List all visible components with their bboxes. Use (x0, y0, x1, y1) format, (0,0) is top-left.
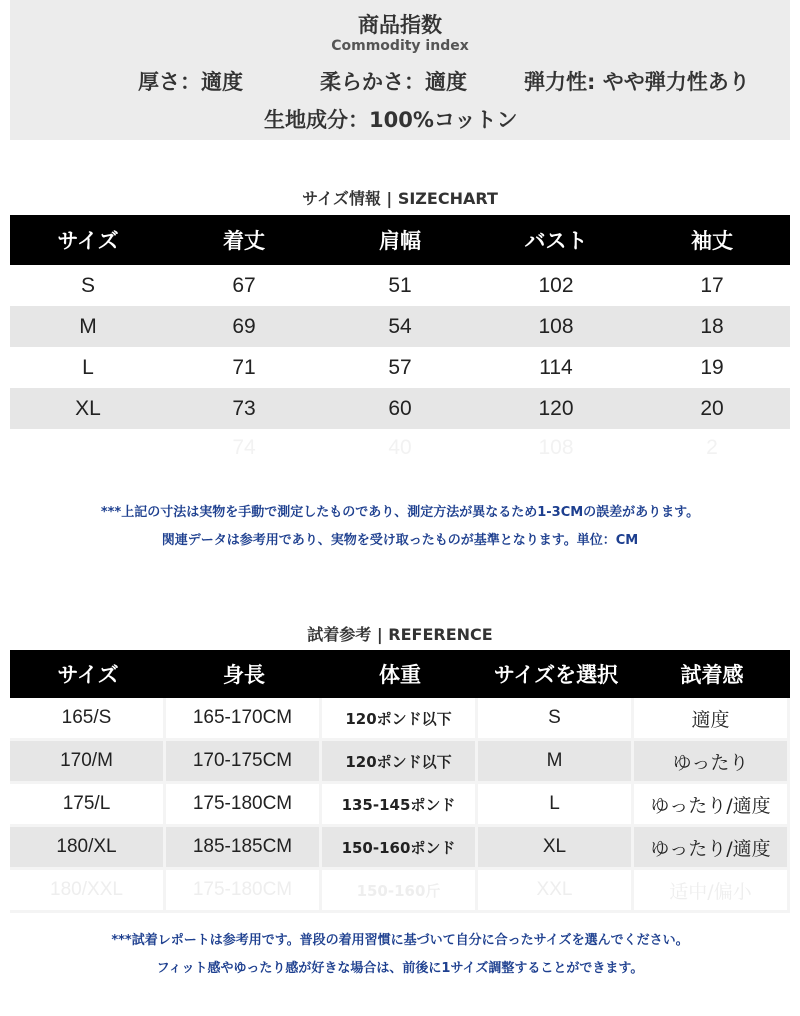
faded-table-row (10, 870, 790, 913)
weight-cell: 120ポンド以下 (322, 741, 478, 784)
size-cell: 175/L (10, 784, 166, 827)
weight-cell: 150-160ポンド (322, 827, 478, 870)
weight-cell: 120ポンド以下 (322, 698, 478, 741)
shoulder-cell: 60 (322, 388, 478, 429)
weight-cell: 150-160斤 (322, 870, 478, 913)
size-cell: 170/M (10, 741, 166, 784)
header-size: サイズ (10, 215, 166, 265)
bust-cell: 102 (538, 273, 574, 297)
size-choice-cell: XL (478, 827, 634, 870)
header-shoulder: 肩幅 (322, 215, 478, 265)
size-cell: XL (10, 388, 166, 429)
shoulder-cell: 51 (388, 273, 412, 297)
size-cell (10, 429, 166, 467)
size-choice-cell: XXL (478, 870, 634, 913)
reference-title: 試着参考 | REFERENCE (307, 625, 493, 644)
fit-cell: ゆったり (634, 741, 790, 784)
shoulder-cell: 54 (322, 306, 478, 347)
thickness-label: 厚さ：適度 (138, 70, 243, 94)
header-size: サイズ (10, 650, 166, 698)
size-cell: 180/XXL (10, 870, 166, 913)
shoulder-cell: 40 (322, 429, 478, 467)
header-length: 着丈 (166, 215, 322, 265)
elasticity-label: 弾力性: やや弾力性あり (524, 70, 750, 94)
faded-table-row (10, 429, 790, 467)
reference-header-row (10, 650, 790, 698)
commodity-title: 商品指数 (358, 13, 442, 37)
size-choice-cell: L (478, 784, 634, 827)
softness-label: 柔らかさ：適度 (320, 70, 467, 94)
fit-cell: 适中/偏小 (634, 870, 790, 913)
sleeve-cell: 2 (634, 429, 790, 467)
commodity-index-panel (10, 0, 790, 140)
reference-usage-note: ***試着レポートは参考用です。普段の着用習慣に基づいて自分に合ったサイズを選んでください。 (111, 933, 689, 948)
size-chart-header-row (10, 215, 790, 265)
size-measure-note: ***上記の寸法は実物を手動で測定したものであり、測定方法が異なるため1-3CMの誤差があります。 (100, 505, 700, 520)
header-size-choice: サイズを選択 (478, 650, 634, 698)
height-cell: 175-180CM (166, 784, 322, 827)
height-cell: 170-175CM (166, 741, 322, 784)
length-cell: 67 (232, 273, 256, 297)
header-fit: 試着感 (634, 650, 790, 698)
length-cell: 74 (166, 429, 322, 467)
height-cell: 185-185CM (166, 827, 322, 870)
header-weight: 体重 (322, 650, 478, 698)
size-chart-title: サイズ情報 | SIZECHART (302, 189, 498, 208)
fit-cell: ゆったり/適度 (634, 784, 790, 827)
weight-cell: 135-145ポンド (322, 784, 478, 827)
size-cell: M (10, 306, 166, 347)
bust-cell: 120 (478, 388, 634, 429)
table-row (10, 827, 790, 870)
shoulder-cell: 57 (388, 355, 412, 379)
table-row (10, 265, 790, 306)
size-choice-cell: S (478, 698, 634, 741)
size-cell: S (80, 273, 95, 297)
size-cell: 180/XL (10, 827, 166, 870)
sleeve-cell: 20 (634, 388, 790, 429)
table-row (10, 306, 790, 347)
fit-cell: ゆったり/適度 (634, 827, 790, 870)
length-cell: 69 (166, 306, 322, 347)
size-unit-note: 関連データは参考用であり、実物を受け取ったものが基準となります。単位：CM (161, 533, 639, 548)
size-cell: L (82, 355, 94, 379)
header-bust: バスト (478, 215, 634, 265)
table-row (10, 698, 790, 741)
size-choice-cell: M (478, 741, 634, 784)
bust-cell: 114 (539, 355, 573, 379)
reference-table (10, 650, 790, 913)
fabric-label: 生地成分：100%コットン (264, 108, 518, 132)
table-row (10, 347, 790, 388)
size-cell: 165/S (10, 698, 166, 741)
height-cell: 165-170CM (166, 698, 322, 741)
sleeve-cell: 18 (634, 306, 790, 347)
length-cell: 71 (232, 355, 256, 379)
header-sleeve: 袖丈 (634, 215, 790, 265)
bust-cell: 108 (478, 429, 634, 467)
commodity-subtitle: Commodity index (331, 38, 469, 54)
fit-cell: 適度 (634, 698, 790, 741)
sleeve-cell: 17 (700, 273, 724, 297)
bust-cell: 108 (478, 306, 634, 347)
table-row (10, 388, 790, 429)
table-row (10, 784, 790, 827)
table-row (10, 741, 790, 784)
size-chart-table (10, 215, 790, 467)
header-height: 身長 (166, 650, 322, 698)
height-cell: 175-180CM (166, 870, 322, 913)
reference-fit-note: フィット感やゆったり感が好きな場合は、前後に1サイズ調整することができます。 (156, 961, 644, 976)
length-cell: 73 (166, 388, 322, 429)
sleeve-cell: 19 (700, 355, 724, 379)
